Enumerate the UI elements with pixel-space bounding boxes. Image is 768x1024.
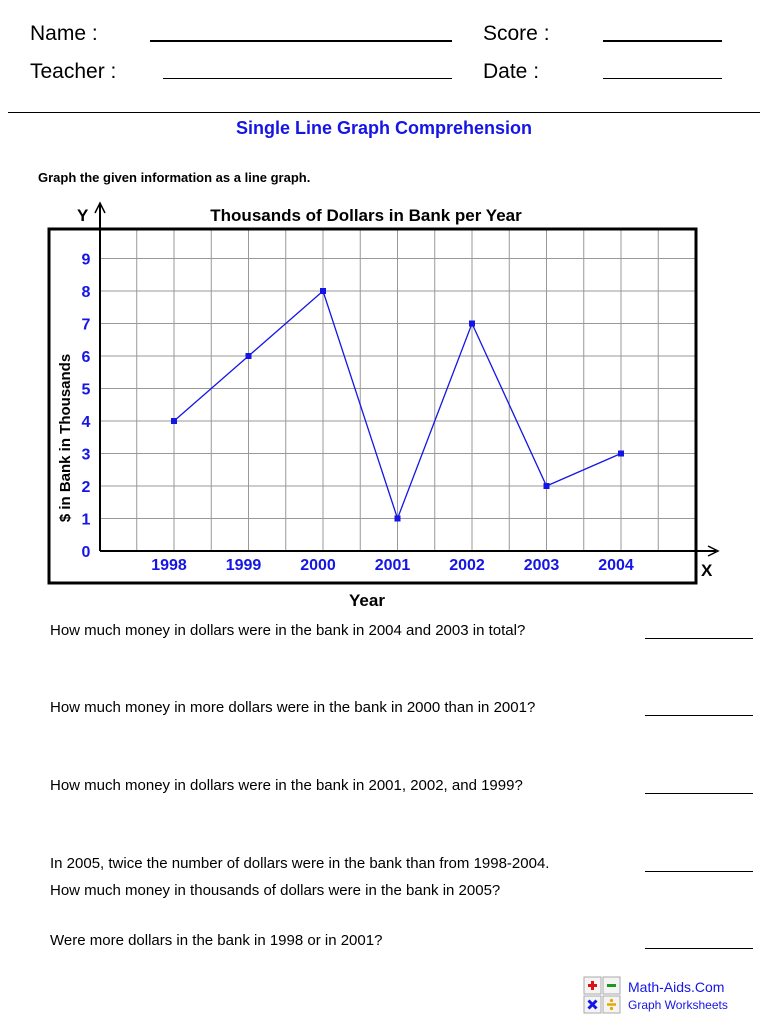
x-tick-label: 2000 xyxy=(300,557,336,574)
answer-blank-5[interactable] xyxy=(645,948,753,949)
data-point xyxy=(544,483,550,489)
score-field[interactable] xyxy=(603,40,722,42)
y-tick-label: 9 xyxy=(81,251,91,269)
chart-frame xyxy=(49,229,696,583)
header-divider xyxy=(8,112,760,113)
date-label: Date : xyxy=(483,60,540,83)
answer-blank-2[interactable] xyxy=(645,715,753,716)
answer-blank-3[interactable] xyxy=(645,793,753,794)
data-point xyxy=(320,288,326,294)
instruction-text: Graph the given information as a line graph. xyxy=(38,170,311,185)
chart-title: Thousands of Dollars in Bank per Year xyxy=(210,206,522,225)
answer-blank-1[interactable] xyxy=(645,638,753,639)
math-aids-logo-icon xyxy=(583,976,623,1014)
data-point xyxy=(618,451,624,457)
y-tick-label: 6 xyxy=(81,349,91,366)
x-tick-label: 2004 xyxy=(598,557,634,574)
chart-grid xyxy=(100,229,696,551)
name-label: Name : xyxy=(30,22,98,45)
y-tick-label: 3 xyxy=(81,446,91,464)
teacher-label: Teacher : xyxy=(30,60,117,83)
question-4b: How much money in thousands of dollars were in the bank in 2005? xyxy=(50,882,501,899)
score-label: Score : xyxy=(483,22,550,45)
x-tick-label: 2003 xyxy=(523,557,560,574)
brand-subtitle: Graph Worksheets xyxy=(628,998,728,1012)
x-tick-label: 2002 xyxy=(449,557,485,574)
x-tick-label: 1999 xyxy=(225,557,262,574)
chart-axes xyxy=(95,203,718,556)
question-5: Were more dollars in the bank in 1998 or in 2001? xyxy=(50,932,383,949)
y-tick-label: 0 xyxy=(81,544,91,561)
question-4a: In 2005, twice the number of dollars were in the bank than from 1998-2004. xyxy=(50,855,550,872)
x-axis-letter: X xyxy=(701,561,713,580)
name-field[interactable] xyxy=(150,40,452,42)
answer-blank-4[interactable] xyxy=(645,871,753,872)
y-axis-letter: Y xyxy=(77,206,89,225)
line-chart xyxy=(0,195,768,615)
data-point xyxy=(395,516,401,522)
question-2: How much money in more dollars were in the bank in 2000 than in 2001? xyxy=(50,699,536,716)
chart-text xyxy=(57,206,713,610)
brand-name: Math-Aids.Com xyxy=(628,979,725,995)
y-tick-label: 1 xyxy=(81,511,91,529)
question-3: How much money in dollars were in the bank in 2001, 2002, and 1999? xyxy=(50,777,523,794)
y-tick-label: 7 xyxy=(81,316,91,334)
x-tick-label: 1998 xyxy=(151,557,187,574)
y-axis-label: $ in Bank in Thousands xyxy=(57,353,74,523)
question-1: How much money in dollars were in the bank in 2004 and 2003 in total? xyxy=(50,622,526,639)
y-tick-label: 8 xyxy=(81,284,91,301)
data-point xyxy=(246,353,252,359)
x-axis-label: Year xyxy=(349,591,385,610)
y-tick-label: 2 xyxy=(81,479,91,496)
data-point xyxy=(171,418,177,424)
y-tick-label: 4 xyxy=(81,414,91,431)
worksheet-title: Single Line Graph Comprehension xyxy=(235,118,533,138)
x-tick-label: 2001 xyxy=(374,557,411,574)
teacher-field[interactable] xyxy=(163,78,452,79)
data-point xyxy=(469,321,475,327)
date-field[interactable] xyxy=(603,78,722,79)
y-tick-label: 5 xyxy=(81,381,91,399)
